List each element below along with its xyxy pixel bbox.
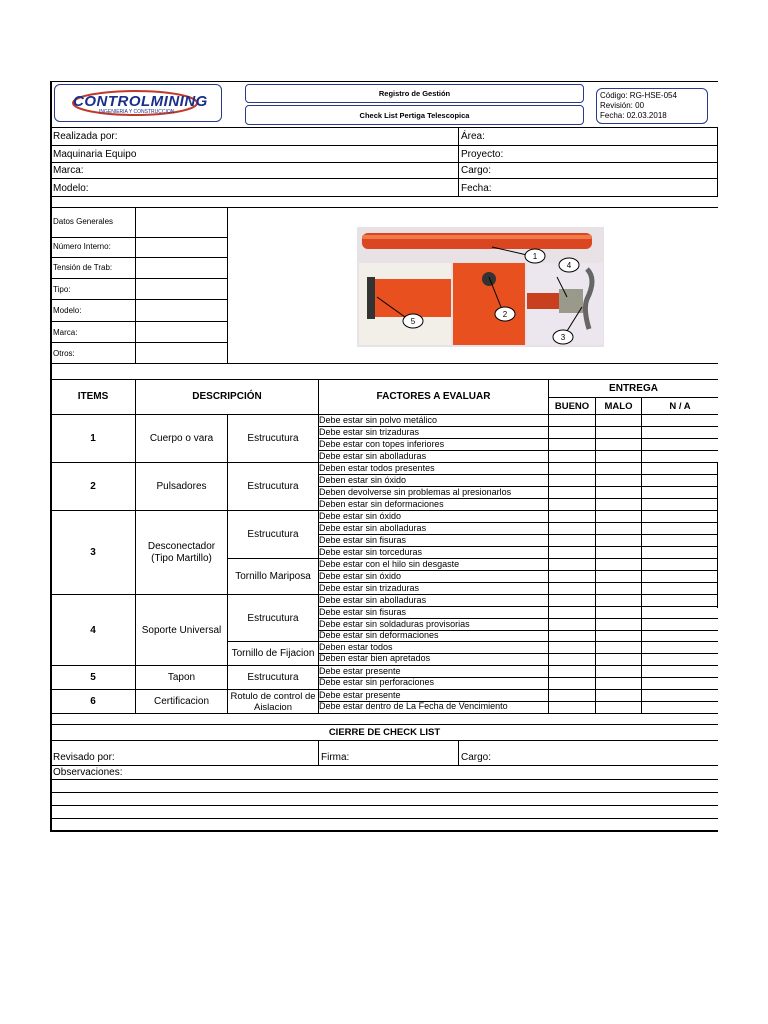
factor: Debe estar sin abolladuras [319, 523, 427, 533]
header-factores: FACTORES A EVALUAR [376, 391, 491, 402]
item-number: 5 [90, 672, 96, 683]
observaciones-field[interactable]: Observaciones: [53, 767, 123, 778]
header-na: N / A [669, 400, 691, 412]
marca-field[interactable]: Marca: [53, 165, 84, 176]
callout-2: 2 [502, 309, 508, 319]
factor: Deben devolverse sin problemas al presionarlos [319, 487, 512, 497]
part-name: Estrucutura [247, 481, 299, 492]
header-descripcion: DESCRIPCIÓN [192, 391, 262, 402]
factor: Debe estar sin torceduras [319, 547, 423, 557]
datos-generales-label: Datos Generales [53, 217, 114, 226]
factor: Debe estar sin óxido [319, 571, 402, 581]
tipo-label: Tipo: [53, 285, 71, 294]
marca-label: Marca: [53, 328, 78, 337]
item-number: 4 [90, 624, 96, 636]
factor: Debe estar sin óxido [319, 511, 402, 521]
firma-field[interactable]: Firma: [321, 752, 350, 763]
realizada-por-field[interactable]: Realizada por: [53, 131, 118, 142]
company-logo [54, 84, 222, 122]
numero-interno-label: Número Interno: [53, 242, 111, 251]
proyecto-field[interactable]: Proyecto: [461, 149, 504, 160]
part-name: Estrucutura [247, 612, 299, 624]
logo-text: CONTROLMINING [73, 93, 208, 110]
part-name: Estrucutura [247, 672, 299, 683]
factor: Deben estar todos presentes [319, 463, 435, 473]
pertiga-photo [357, 227, 604, 347]
otros-label: Otros: [53, 349, 75, 358]
maquinaria-field[interactable]: Maquinaria Equipo [53, 149, 137, 160]
factor: Debe estar sin trizaduras [319, 427, 420, 437]
factor: Debe estar sin deformaciones [319, 630, 439, 640]
form-subtitle: Check List Pertiga Telescopica [245, 105, 584, 125]
item-name: Certificacion [153, 696, 210, 707]
factor: Debe estar sin fisuras [319, 607, 407, 617]
part-name: Tornillo Mariposa [235, 571, 311, 582]
modelo-label: Modelo: [53, 306, 82, 315]
part-name: Estrucutura [247, 529, 299, 540]
factor: Debe estar sin soldaduras provisorias [319, 619, 470, 629]
factor: Debe estar presente [319, 690, 401, 700]
item-name: Cuerpo o vara [149, 433, 214, 444]
fecha-field[interactable]: Fecha: [461, 183, 492, 194]
callout-5: 5 [410, 316, 416, 326]
part-name: Tornillo de Fijacion [231, 648, 315, 659]
factor: Debe estar con el hilo sin desgaste [319, 559, 460, 569]
item-name: Desconectador (Tipo Martillo) [147, 540, 216, 564]
tension-label: Tensión de Trab: [53, 263, 113, 272]
callout-4: 4 [566, 260, 572, 270]
logo-subtext: INGENIERIA Y CONSTRUCCION [99, 109, 175, 115]
item-number: 3 [90, 547, 96, 558]
codigo: Código: RG-HSE-054 [600, 91, 677, 100]
item-name: Pulsadores [156, 481, 207, 492]
factor: Debe estar sin abolladuras [319, 595, 427, 605]
factor: Debe estar sin abolladuras [319, 451, 427, 461]
factor: Debe estar sin trizaduras [319, 583, 420, 593]
part-name: Rotulo de control de Aislacion [230, 690, 316, 713]
header-bueno: BUENO [554, 400, 590, 412]
factor: Debe estar sin fisuras [319, 535, 407, 545]
factor: Deben estar sin deformaciones [319, 499, 444, 509]
fecha-documento: Fecha: 02.03.2018 [600, 111, 667, 120]
part-name: Estrucutura [247, 433, 299, 444]
factor: Deben estar todos [319, 642, 393, 652]
document-codes [596, 88, 708, 124]
callout-1: 1 [532, 251, 538, 261]
factor: Debe estar sin polvo metálico [319, 415, 438, 425]
form-title: Registro de Gestión [245, 84, 584, 103]
factor: Debe estar con topes inferiores [319, 439, 445, 449]
closing-title: CIERRE DE CHECK LIST [328, 727, 441, 738]
factor: Deben estar sin óxido [319, 475, 407, 485]
factor: Debe estar sin perforaciones [319, 677, 435, 687]
item-name: Tapon [167, 672, 196, 683]
area-field[interactable]: Área: [461, 131, 485, 142]
item-number: 2 [90, 481, 96, 492]
revision: Revisión: 00 [600, 101, 645, 110]
header-items: ITEMS [77, 391, 109, 402]
item-name: Soporte Universal [141, 624, 222, 636]
factor: Deben estar bien apretados [319, 653, 431, 663]
factor: Debe estar presente [319, 666, 401, 676]
callout-3: 3 [560, 332, 566, 342]
factor: Debe estar dentro de La Fecha de Vencimiento [319, 701, 508, 711]
header-entrega: ENTREGA [609, 383, 658, 394]
cargo-cierre-field[interactable]: Cargo: [461, 752, 492, 763]
cargo-field[interactable]: Cargo: [461, 165, 492, 176]
revisado-por-field[interactable]: Revisado por: [53, 752, 115, 763]
modelo-field[interactable]: Modelo: [53, 183, 89, 194]
header-malo: MALO [604, 400, 633, 412]
item-number: 1 [90, 433, 96, 444]
item-number: 6 [90, 696, 96, 707]
